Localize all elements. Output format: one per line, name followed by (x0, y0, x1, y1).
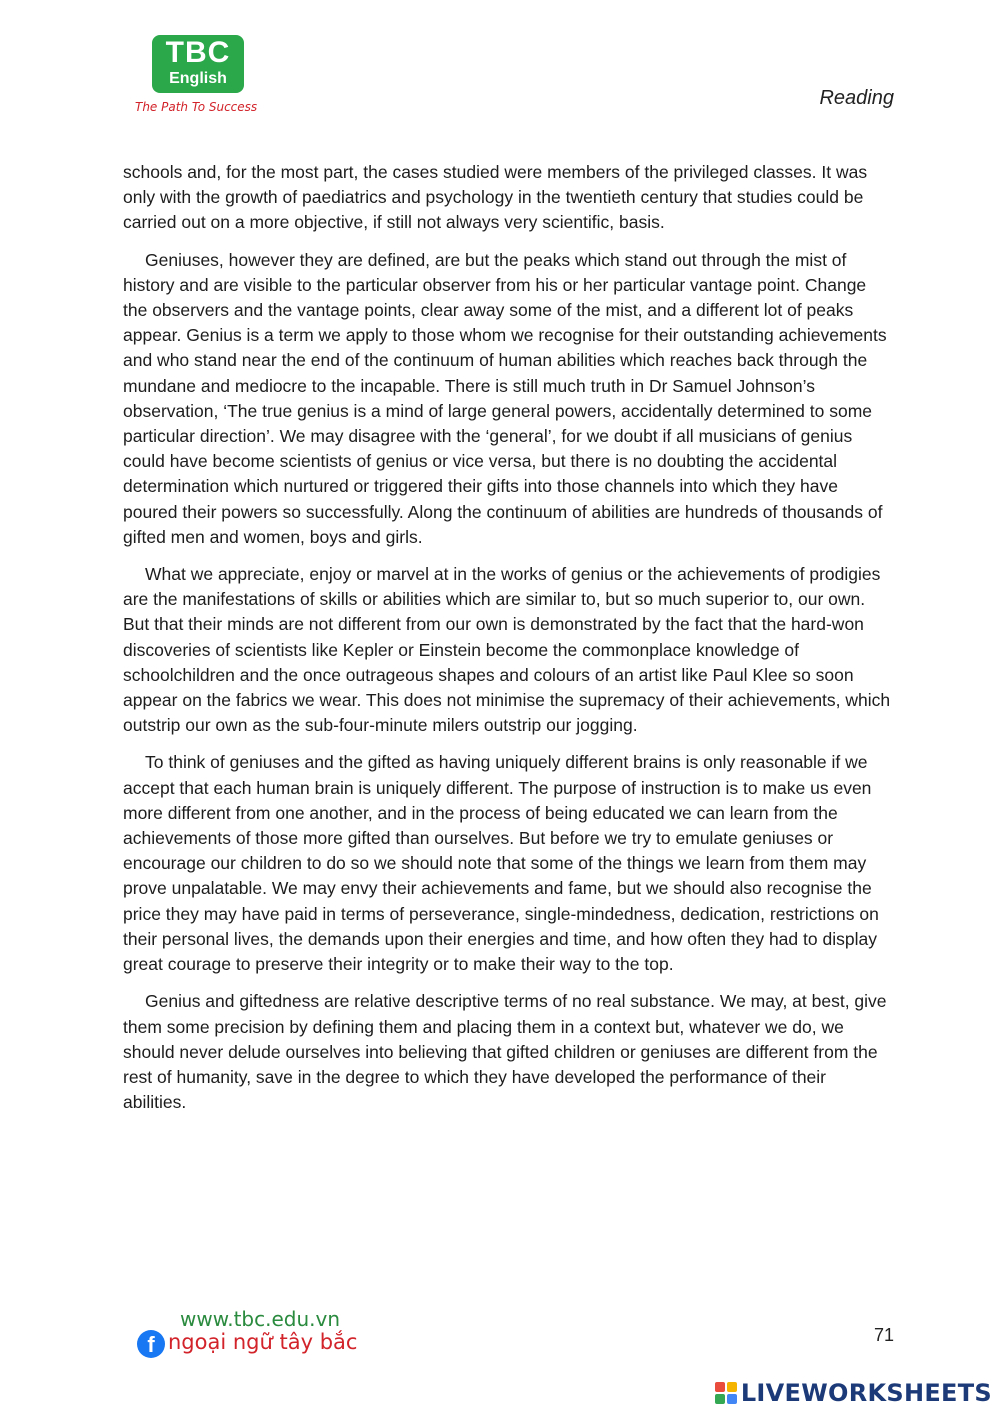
page-number: 71 (873, 1325, 894, 1345)
paragraph-5: Genius and giftedness are relative descriptive terms of no real substance. We may, at best, give them some precision by defining them and placing them in a context but, whatever we do, we should never delude ourselves into believing that gifted children or geniuses are different from the rest of humanity, save in the degree to which they have developed the performance of their abilities. (123, 991, 887, 1113)
reading-passage (123, 160, 893, 1127)
liveworksheets-watermark (715, 1379, 992, 1407)
paragraph-3: What we appreciate, enjoy or marvel at in the works of genius or the achievements of prodigies are the manifestations of skills or abilities which are similar to, but so much superior to, our own. But that their minds are not different from our own is demonstrated by the fact that the hard-won discoveries of scientists like Kepler or Einstein become the commonplace knowledge of schoolchildren and the once outrageous shapes and colours of an artist like Paul Klee so soon appear on the fabrics we wear. This does not minimise the supremacy of their achievements, which outstrip our own as the sub-four-minute milers outstrip our jogging. (123, 564, 891, 736)
facebook-page-link[interactable]: ngoại ngữ tây bắc (168, 1330, 358, 1354)
liveworksheets-icon (715, 1382, 737, 1404)
tbc-english-logo (152, 35, 244, 93)
lw-icon-square-1 (715, 1382, 725, 1392)
liveworksheets-text: LIVEWORKSHEETS (740, 1379, 992, 1407)
website-link[interactable]: www.tbc.edu.vn (180, 1307, 341, 1331)
lw-icon-square-3 (715, 1394, 725, 1404)
lw-icon-square-2 (727, 1382, 737, 1392)
logo-main-text: TBC (165, 36, 231, 69)
facebook-icon: f (137, 1330, 165, 1358)
section-title: Reading (819, 87, 894, 109)
paragraph-4: To think of geniuses and the gifted as having uniquely different brains is only reasonable if we accept that each human brain is uniquely different. The purpose of instruction is to make us even more different from one another, and in the process of being educated we can learn from the achievements of those more gifted than ourselves. But before we try to emulate geniuses or encourage our children to do so we should note that some of the things we learn from them may prove unpalatable. We may envy their achievements and fame, but we should also recognise the price they may have paid in terms of perseverance, single-mindedness, dedication, restrictions on their personal lives, the demands upon their energies and time, and how often they had to display great courage to preserve their integrity or to make their way to the top. (123, 752, 879, 975)
paragraph-1: schools and, for the most part, the cases studied were members of the privileged classes. It was only with the growth of paediatrics and psychology in the twentieth century that studies could be carried out on a more objective, if still not always very scientific, basis. (123, 162, 868, 233)
logo-sub-text: English (169, 70, 227, 87)
paragraph-2: Geniuses, however they are defined, are but the peaks which stand out through the mist of history and are visible to the particular observer from his or her particular vantage point. Change the observers and the vantage points, clear away some of the mist, and a different lot of peaks appear. Genius is a term we apply to those whom we recognise for their outstanding achievements and who stand near the end of the continuum of human abilities which reaches back through the mundane and mediocre to the incapable. There is still much truth in Dr Samuel Johnson’s observation, ‘The true genius is a mind of large general powers, accidentally determined to some particular direction’. We may disagree with the ‘general’, for we doubt if all musicians of genius could have become scientists of genius or vice versa, but there is no doubting the accidental determination which nurtured or triggered their gifts into those channels into which they have poured their powers so successfully. Along the continuum of abilities are hundreds of thousands of gifted men and women, boys and girls. (123, 249, 887, 547)
lw-icon-square-4 (727, 1394, 737, 1404)
logo-tagline: The Path To Success (135, 100, 258, 114)
